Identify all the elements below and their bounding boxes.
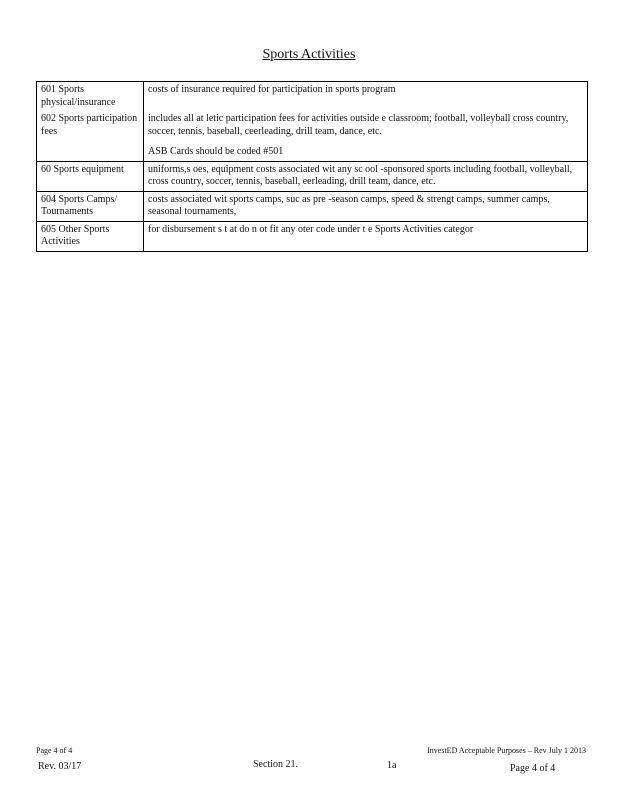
footer-page: Page 4 of 4 [510,763,556,774]
footer-investED-line: InvestED Acceptable Purposes – Rev July 1 2013 [427,746,586,755]
code-cell: 605 Other Sports Activities [37,221,144,251]
table-row [37,111,588,161]
footer-revision: Rev. 03/17 [38,761,82,772]
code-cell: 602 Sports participation fees [37,111,144,161]
table-row [37,221,588,251]
description-cell: for disbursement s t at do n ot fit any oter code under t e Sports Activities categor [144,221,588,251]
code-cell: 604 Sports Camps/ Tournaments [37,191,144,221]
page-title: Sports Activities [262,47,356,62]
footer-section-number: 1a [387,760,397,771]
footer-section: Section 21. [253,759,298,770]
description-text: includes all at letic participation fees for activities outside e classroom; football, volleyball cross country, soccer, tennis, baseball, ceerleading, drill team, dance, etc. [148,113,569,137]
table-row [37,161,588,191]
footer-page-small: Page 4 of 4 [36,746,73,755]
description-cell: costs associated wit sports camps, suc as pre -season camps, speed & strengt camps, summer camps, seasonal tournaments, [144,191,588,221]
table-row [37,82,588,112]
description-note: ASB Cards should be coded #501 [148,146,284,157]
description-cell: costs of insurance required for participation in sports program [144,82,588,112]
description-cell [144,111,588,161]
code-cell: 601 Sports physical/insurance [37,82,144,112]
sports-codes-table [36,81,588,252]
description-cell: uniforms,s oes, equipment costs associated wit any sc ool -sponsored sports including football, volleyball, cross country, soccer, tennis, baseball, eerleading, drill team, dance, etc. [144,161,588,191]
table-row [37,191,588,221]
code-cell: 60 Sports equipment [37,161,144,191]
